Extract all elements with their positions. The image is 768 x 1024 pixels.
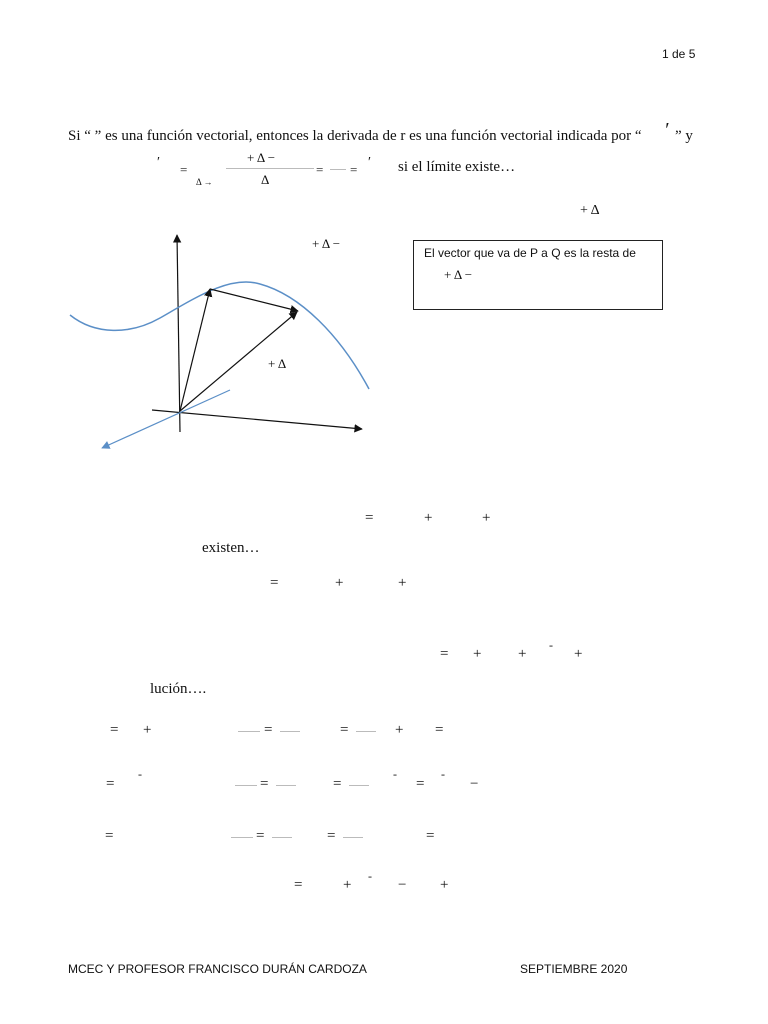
intro-text: Si “ ” es una función vectorial, entonces la derivada de r es una función vectorial indicada por “ — [68, 128, 642, 144]
row2-equals-4: = — [416, 776, 425, 792]
difference-numerator: + Δ − — [247, 150, 276, 165]
row2-equals-2: = — [260, 776, 269, 792]
limit-subscript: Δ → — [196, 177, 213, 187]
y-axis — [152, 410, 362, 429]
row3-frac-2 — [272, 837, 292, 838]
eq-c-plus-2: + — [518, 646, 527, 662]
row3-equals-2: = — [256, 828, 265, 844]
row2-minus: − — [470, 776, 479, 792]
explanation-box — [413, 240, 663, 310]
page-number: 1 de 5 — [662, 47, 696, 61]
row3-equals-3: = — [327, 828, 336, 844]
eq-a-equals: = — [365, 510, 374, 526]
final-minus: − — [398, 877, 407, 893]
row1-frac-2 — [280, 731, 300, 732]
row3-frac-1 — [231, 837, 253, 838]
row3-equals-1: = — [105, 828, 114, 844]
row2-frac-2 — [276, 785, 296, 786]
vector-label: + Δ — [268, 356, 287, 371]
box-text: El vector que va de P a Q es la resta de — [424, 246, 636, 260]
row1-frac-1 — [238, 731, 260, 732]
eq-a-plus-2: + — [482, 510, 491, 526]
row2-frac-3 — [349, 785, 369, 786]
space-curve — [70, 282, 369, 389]
row2-equals-1: = — [106, 776, 115, 792]
derivative-equals: = — [180, 162, 188, 177]
row1-frac-3 — [356, 731, 376, 732]
final-equals: = — [294, 877, 303, 893]
eq-c-plus-3: + — [574, 646, 583, 662]
footer-date: SEPTIEMBRE 2020 — [520, 962, 628, 976]
final-plus-2: + — [440, 877, 449, 893]
equals-3: = — [350, 162, 358, 177]
final-exponent: - — [368, 869, 372, 883]
row1-equals-1: = — [110, 722, 119, 738]
eq-c-plus-1: + — [473, 646, 482, 662]
row2-exponent-1: - — [138, 767, 142, 781]
vector-r-t — [180, 289, 210, 411]
x-axis — [102, 390, 230, 448]
footer-author: MCEC Y PROFESOR FRANCISCO DURÁN CARDOZA — [68, 962, 367, 976]
eq-a-plus-1: + — [424, 510, 433, 526]
row1-equals-3: = — [340, 722, 349, 738]
row1-plus-1: + — [143, 722, 152, 738]
eq-b-equals: = — [270, 575, 279, 591]
intro-text-end: ” y — [675, 128, 693, 144]
solucion-text: lución…. — [150, 681, 207, 697]
eq-c-equals: = — [440, 646, 449, 662]
row3-frac-3 — [343, 837, 363, 838]
eq-b-plus-2: + — [398, 575, 407, 591]
row1-equals-4: = — [435, 722, 444, 738]
box-expression: + Δ − — [444, 267, 473, 282]
equals-2: = — [316, 162, 324, 177]
eq-b-plus-1: + — [335, 575, 344, 591]
row2-equals-3: = — [333, 776, 342, 792]
row3-equals-4: = — [426, 828, 435, 844]
limit-condition-text: si el límite existe… — [398, 159, 516, 175]
prime-mark: ′ — [664, 119, 669, 141]
z-axis — [177, 235, 180, 432]
existen-text: existen… — [202, 540, 260, 556]
row2-frac-1 — [235, 785, 257, 786]
vector-pq — [210, 289, 298, 311]
derivative-prime-2: ′ — [368, 155, 372, 170]
derivative-prime: ′ — [157, 155, 161, 170]
difference-denominator: Δ — [261, 172, 270, 187]
row1-equals-2: = — [264, 722, 273, 738]
row1-plus-2: + — [395, 722, 404, 738]
final-plus-1: + — [343, 877, 352, 893]
row2-exponent-3: - — [441, 767, 445, 781]
row2-exponent-2: - — [393, 767, 397, 781]
secant-label: + Δ − — [312, 236, 341, 251]
eq-c-exponent: - — [549, 638, 553, 652]
plus-delta-label: + Δ — [580, 203, 600, 218]
